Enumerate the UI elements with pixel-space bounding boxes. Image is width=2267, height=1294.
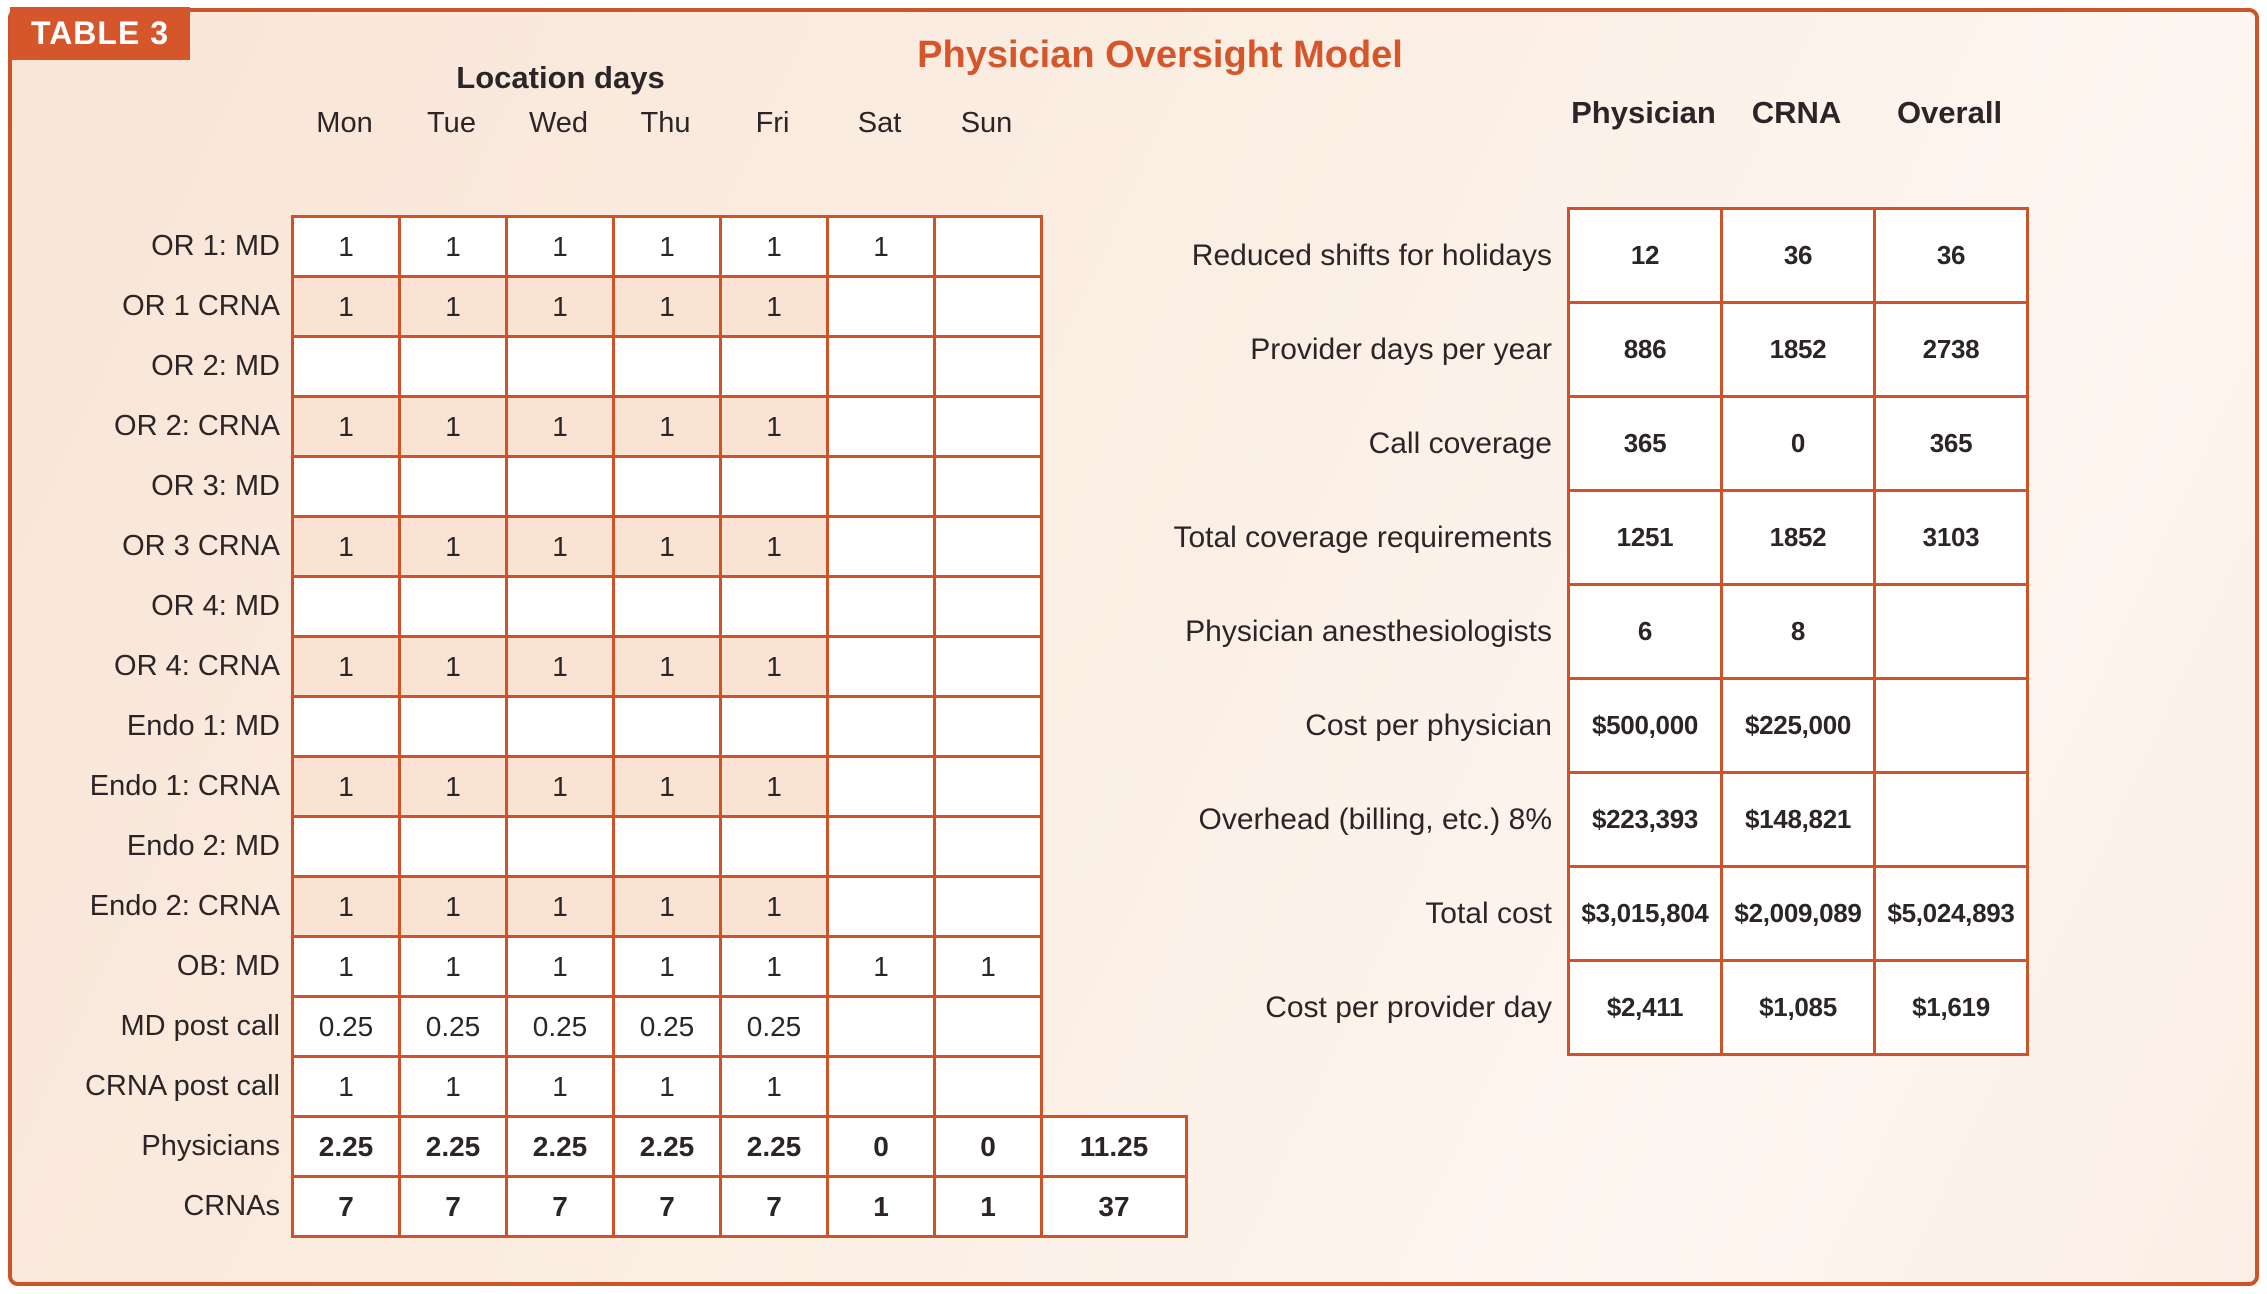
- schedule-cell: 2.25: [722, 1118, 826, 1175]
- schedule-cell: 1: [401, 938, 505, 995]
- schedule-cell: 0: [936, 1118, 1040, 1175]
- schedule-cell: [294, 578, 398, 635]
- summary-grid: [1567, 207, 2029, 1056]
- summary-cell: 365: [1876, 398, 2026, 489]
- schedule-cell: 1: [722, 1058, 826, 1115]
- schedule-row-label: Physicians: [141, 1130, 280, 1162]
- schedule-cell: 0.25: [615, 998, 719, 1055]
- schedule-cell: 0.25: [508, 998, 612, 1055]
- summary-cell: 365: [1570, 398, 1720, 489]
- schedule-row-label: OR 3 CRNA: [122, 530, 280, 562]
- schedule-cell: 1: [508, 1058, 612, 1115]
- schedule-cell: [508, 818, 612, 875]
- schedule-cell: [615, 818, 719, 875]
- schedule-cell: [401, 578, 505, 635]
- schedule-cell: 0.25: [722, 998, 826, 1055]
- schedule-cell: 0.25: [401, 998, 505, 1055]
- schedule-cell: [294, 698, 398, 755]
- schedule-cell: 1: [508, 218, 612, 275]
- summary-row-label: Provider days per year: [1250, 332, 1552, 366]
- schedule-cell: [722, 338, 826, 395]
- schedule-cell: 1: [615, 1058, 719, 1115]
- summary-cell: $2,411: [1570, 962, 1720, 1053]
- schedule-cell: 1: [294, 398, 398, 455]
- summary-cell: $223,393: [1570, 774, 1720, 865]
- schedule-cell: 1: [615, 518, 719, 575]
- schedule-cell: 1: [615, 218, 719, 275]
- summary-cell: 0: [1723, 398, 1873, 489]
- schedule-cell: [615, 338, 719, 395]
- summary-column-header-overall: Overall: [1896, 95, 2003, 130]
- schedule-cell: [936, 1058, 1040, 1115]
- schedule-cell: [722, 818, 826, 875]
- summary-cell: 36: [1723, 210, 1873, 301]
- schedule-cell: 1: [722, 638, 826, 695]
- schedule-cell: [294, 458, 398, 515]
- schedule-cell: [294, 338, 398, 395]
- schedule-cell: [401, 458, 505, 515]
- summary-cell: 1852: [1723, 492, 1873, 583]
- summary-cell: 12: [1570, 210, 1720, 301]
- schedule-cell: 1: [401, 1058, 505, 1115]
- schedule-row-label: Endo 1: CRNA: [89, 770, 280, 802]
- summary-cell: 886: [1570, 304, 1720, 395]
- schedule-row-label: OB: MD: [176, 950, 280, 982]
- day-header-mon: Mon: [316, 107, 373, 139]
- summary-cell: 36: [1876, 210, 2026, 301]
- summary-column-header-crna: CRNA: [1751, 95, 1842, 130]
- schedule-cell: 1: [936, 1178, 1040, 1235]
- schedule-cell: 1: [615, 758, 719, 815]
- schedule-cell: 1: [615, 398, 719, 455]
- day-header-sat: Sat: [857, 107, 902, 139]
- schedule-cell: 7: [401, 1178, 505, 1235]
- summary-cell: $500,000: [1570, 680, 1720, 771]
- summary-cell: 6: [1570, 586, 1720, 677]
- schedule-cell: [615, 578, 719, 635]
- schedule-cell: 1: [508, 278, 612, 335]
- summary-cell: $225,000: [1723, 680, 1873, 771]
- schedule-row-label: Endo 1: MD: [126, 710, 280, 742]
- schedule-cell: 0.25: [294, 998, 398, 1055]
- schedule-row-label: Endo 2: MD: [126, 830, 280, 862]
- schedule-cell: 1: [508, 758, 612, 815]
- schedule-row-label: OR 3: MD: [151, 470, 280, 502]
- schedule-row-label: OR 1: MD: [151, 230, 280, 262]
- schedule-cell: [508, 578, 612, 635]
- schedule-cell: [722, 458, 826, 515]
- schedule-cell: [722, 578, 826, 635]
- summary-row-label: Total coverage requirements: [1173, 520, 1552, 554]
- schedule-row-label: OR 4: CRNA: [114, 650, 280, 682]
- schedule-cell: [294, 818, 398, 875]
- location-days-label: Location days: [456, 60, 665, 95]
- schedule-cell: 1: [722, 878, 826, 935]
- summary-row-label: Cost per physician: [1305, 708, 1552, 742]
- schedule-row-label: MD post call: [120, 1010, 280, 1042]
- schedule-cell: 1: [294, 938, 398, 995]
- summary-row-label: Overhead (billing, etc.) 8%: [1198, 802, 1552, 836]
- summary-row-label: Total cost: [1425, 896, 1552, 930]
- schedule-cell: 1: [829, 938, 933, 995]
- schedule-cell: 1: [936, 938, 1040, 995]
- summary-cell: 1852: [1723, 304, 1873, 395]
- schedule-row-label: Endo 2: CRNA: [89, 890, 280, 922]
- schedule-cell: 1: [829, 218, 933, 275]
- summary-row-label: Physician anesthesiologists: [1185, 614, 1552, 648]
- day-header-fri: Fri: [755, 107, 790, 139]
- day-header-thu: Thu: [640, 107, 691, 139]
- schedule-cell: 1: [294, 638, 398, 695]
- schedule-cell: 1: [829, 1178, 933, 1235]
- schedule-row-label: OR 1 CRNA: [122, 290, 280, 322]
- schedule-row-label: OR 4: MD: [151, 590, 280, 622]
- schedule-week-total-cell: 37: [1043, 1178, 1185, 1235]
- schedule-cell: 1: [294, 518, 398, 575]
- figure-title: Physician Oversight Model: [917, 34, 1403, 76]
- schedule-cell: 1: [401, 218, 505, 275]
- schedule-cell: 7: [294, 1178, 398, 1235]
- schedule-cell: [508, 698, 612, 755]
- schedule-cell: 1: [294, 218, 398, 275]
- table-number-badge: TABLE 3: [10, 7, 190, 60]
- summary-cell: $5,024,893: [1876, 868, 2026, 959]
- schedule-cell: 1: [401, 518, 505, 575]
- summary-cell: 3103: [1876, 492, 2026, 583]
- schedule-cell: [508, 338, 612, 395]
- summary-cell: $2,009,089: [1723, 868, 1873, 959]
- schedule-cell: 1: [294, 278, 398, 335]
- summary-column-headers: [1567, 88, 2026, 138]
- schedule-row-label: OR 2: MD: [151, 350, 280, 382]
- schedule-row-label: OR 2: CRNA: [114, 410, 280, 442]
- schedule-cell: 1: [401, 758, 505, 815]
- day-header-wed: Wed: [528, 107, 589, 139]
- summary-cell: $148,821: [1723, 774, 1873, 865]
- schedule-cell: [401, 818, 505, 875]
- schedule-cell: [615, 458, 719, 515]
- schedule-cell: 7: [508, 1178, 612, 1235]
- schedule-cell: 1: [722, 938, 826, 995]
- schedule-cell: 1: [508, 398, 612, 455]
- schedule-cell: [401, 338, 505, 395]
- schedule-cell: 0: [829, 1118, 933, 1175]
- schedule-cell: 1: [722, 398, 826, 455]
- summary-row-label: Cost per provider day: [1265, 990, 1552, 1024]
- schedule-cell: 2.25: [508, 1118, 612, 1175]
- schedule-cell: 1: [508, 638, 612, 695]
- schedule-cell: 1: [722, 518, 826, 575]
- summary-cell: $3,015,804: [1570, 868, 1720, 959]
- schedule-cell: 1: [508, 878, 612, 935]
- day-header-sun: Sun: [960, 107, 1013, 139]
- schedule-row-label: CRNAs: [183, 1190, 280, 1222]
- schedule-cell: [829, 1058, 933, 1115]
- schedule-cell: 7: [615, 1178, 719, 1235]
- schedule-cell: 2.25: [401, 1118, 505, 1175]
- schedule-cell: 1: [401, 398, 505, 455]
- schedule-cell: [615, 698, 719, 755]
- summary-cell: [1876, 774, 2026, 865]
- summary-cell: 8: [1723, 586, 1873, 677]
- schedule-week-total-cell: 11.25: [1043, 1118, 1185, 1175]
- schedule-cell: [401, 698, 505, 755]
- summary-cell: [1876, 586, 2026, 677]
- schedule-cell: [508, 458, 612, 515]
- summary-row-label: Reduced shifts for holidays: [1191, 238, 1552, 272]
- schedule-cell: 1: [722, 758, 826, 815]
- schedule-cell: 2.25: [294, 1118, 398, 1175]
- day-header-tue: Tue: [427, 107, 476, 139]
- schedule-cell: 1: [401, 278, 505, 335]
- schedule-row-label: CRNA post call: [84, 1070, 280, 1102]
- summary-cell: 1251: [1570, 492, 1720, 583]
- schedule-cell: 1: [615, 278, 719, 335]
- schedule-cell: 1: [615, 638, 719, 695]
- summary-cell: [1876, 680, 2026, 771]
- schedule-cell: 1: [401, 878, 505, 935]
- summary-cell: 2738: [1876, 304, 2026, 395]
- schedule-cell: 7: [722, 1178, 826, 1235]
- schedule-cell: 1: [508, 938, 612, 995]
- schedule-cell: 1: [401, 638, 505, 695]
- schedule-cell: 1: [294, 1058, 398, 1115]
- summary-cell: $1,085: [1723, 962, 1873, 1053]
- schedule-cell: 1: [615, 878, 719, 935]
- schedule-cell: 1: [508, 518, 612, 575]
- schedule-cell: 1: [294, 758, 398, 815]
- schedule-cell: 1: [294, 878, 398, 935]
- schedule-totals-box: [1040, 1115, 1188, 1238]
- summary-cell: $1,619: [1876, 962, 2026, 1053]
- summary-column-header-physician: Physician: [1571, 95, 1716, 130]
- schedule-cell: 1: [722, 218, 826, 275]
- schedule-cell: 1: [722, 278, 826, 335]
- schedule-cell: 1: [615, 938, 719, 995]
- schedule-cell: [722, 698, 826, 755]
- schedule-cell: 2.25: [615, 1118, 719, 1175]
- summary-row-label: Call coverage: [1368, 426, 1552, 460]
- day-header-row: [291, 98, 1040, 144]
